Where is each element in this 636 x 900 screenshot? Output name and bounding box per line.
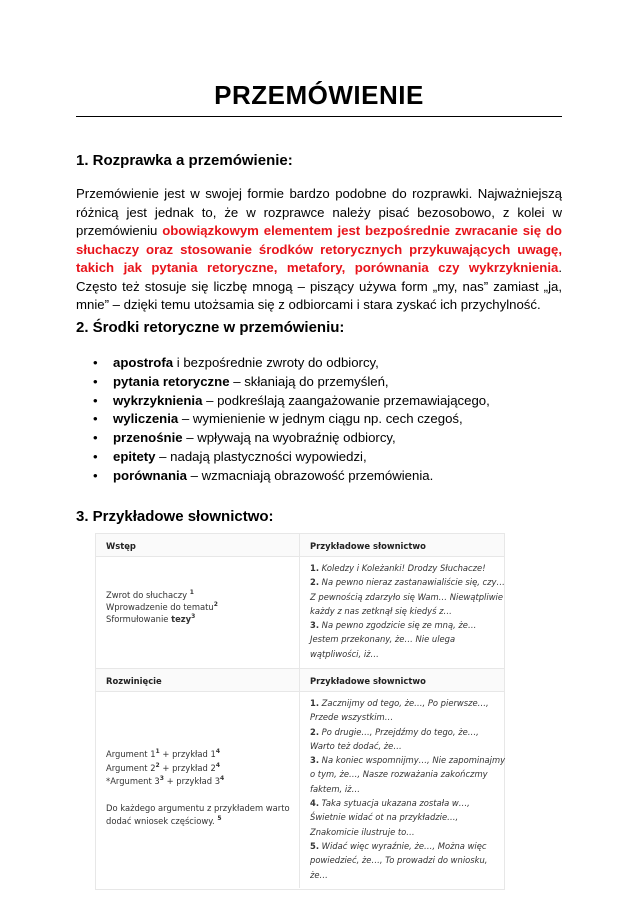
footnote-ref: 5 bbox=[217, 815, 222, 823]
header-cell-vocab-2: Przykładowe słownictwo bbox=[310, 676, 426, 686]
vocab-num: 3. bbox=[310, 755, 320, 766]
list-desc: – wymienienie w jednym ciągu np. cech czegoś, bbox=[178, 411, 463, 427]
vocab-line bbox=[310, 796, 505, 810]
vocab-text: Warto też dodać, że… bbox=[310, 740, 402, 751]
vocab-line bbox=[310, 647, 505, 661]
vocab-text: Na pewno zgodzicie się ze mną, że… bbox=[319, 620, 477, 631]
argument-line bbox=[106, 762, 290, 776]
list-item bbox=[76, 410, 562, 429]
paragraph-text-a: Przemówienie jest w swojej formie bardzo podobne do rozprawki. Najważniejszą różnicą jest jednak to, że w rozprawce należy pisać bezosobowo, z kolei w przemówieniu bbox=[76, 186, 562, 238]
intro-left-lines bbox=[106, 589, 218, 626]
list-item bbox=[76, 429, 562, 448]
intro-line-1 bbox=[106, 589, 218, 601]
vocab-line bbox=[310, 632, 505, 646]
rhetoric-list bbox=[76, 354, 562, 486]
vocab-num: 4. bbox=[310, 798, 320, 809]
paragraph-highlight: obowiązkowym elementem jest bezpośrednie zwracanie się do słuchaczy oraz stosowanie środków retorycznych przykuwających uwagę, takich jak pytania retoryczne, metafory, porównania czy wykrzyknienia bbox=[76, 223, 562, 275]
vocab-line bbox=[310, 739, 505, 753]
example-text: + przykład 2 bbox=[159, 762, 216, 773]
list-term: apostrofa bbox=[113, 355, 174, 370]
vocab-line bbox=[310, 839, 505, 853]
footnote-ref: 3 bbox=[191, 613, 196, 621]
list-item bbox=[76, 373, 562, 392]
bullet-icon: • bbox=[93, 430, 98, 446]
list-item bbox=[76, 467, 562, 486]
vocabulary-table bbox=[95, 533, 505, 890]
vocab-line bbox=[310, 853, 505, 867]
body-right-cell bbox=[300, 692, 504, 888]
bullet-icon: • bbox=[93, 411, 98, 427]
intro-thesis: tezy bbox=[171, 614, 192, 625]
table-row-body bbox=[96, 692, 504, 888]
intro-right-lines bbox=[310, 561, 505, 661]
footnote-ref: 4 bbox=[215, 748, 221, 756]
vocab-line bbox=[310, 810, 505, 824]
vocab-text: Na pewno nieraz zastanawialiście się, czy… bbox=[319, 577, 505, 588]
conclusion-line-1: Do każdego argumentu z przykładem warto bbox=[106, 802, 290, 813]
intro-text-1: Zwrot do słuchaczy bbox=[106, 590, 188, 600]
list-desc: – podkreślają zaangażowanie przemawiającego, bbox=[202, 392, 490, 408]
list-desc: – nadają plastyczności wypowiedzi, bbox=[155, 448, 367, 464]
vocab-text: Z pewnością zdarzyło się Wam… Niewątpliwie bbox=[310, 591, 504, 602]
intro-left-cell bbox=[96, 557, 300, 668]
list-term: wyliczenia bbox=[113, 411, 179, 427]
vocab-num: 2. bbox=[310, 726, 320, 737]
bullet-icon: • bbox=[93, 467, 98, 483]
arg-text: *Argument 3 bbox=[106, 776, 160, 786]
list-item bbox=[76, 354, 562, 373]
footnote-ref: 4 bbox=[220, 775, 225, 783]
vocab-text: Na koniec wspomnijmy…, Nie zapominajmy bbox=[319, 755, 506, 766]
vocab-text: faktem, iż… bbox=[310, 783, 360, 794]
footnote-ref: 4 bbox=[215, 761, 221, 769]
vocab-line bbox=[310, 725, 505, 739]
footnote-ref: 1 bbox=[155, 748, 160, 756]
vocab-text: że… bbox=[310, 869, 328, 880]
list-term: przenośnie bbox=[113, 430, 183, 446]
conclusion-line-2 bbox=[106, 815, 290, 829]
vocab-line bbox=[310, 825, 505, 839]
vocab-line bbox=[310, 575, 505, 589]
vocab-line bbox=[310, 767, 505, 781]
vocab-line bbox=[310, 696, 505, 710]
vocab-text: Przede wszystkim… bbox=[310, 712, 394, 723]
body-left-lines bbox=[106, 748, 290, 829]
list-term: epitety bbox=[113, 448, 156, 464]
vocab-line bbox=[310, 590, 505, 604]
section1-heading: 1. Rozprawka a przemówienie: bbox=[76, 152, 293, 169]
arg-text: Argument 2 bbox=[106, 762, 156, 773]
bullet-icon: • bbox=[93, 373, 98, 389]
section2-heading: 2. Środki retoryczne w przemówieniu: bbox=[76, 319, 345, 336]
intro-right-cell bbox=[300, 557, 504, 668]
conclusion-text: dodać wniosek częściowy. bbox=[106, 816, 215, 826]
example-text: + przykład 1 bbox=[159, 749, 216, 759]
footnote-ref: 2 bbox=[155, 761, 160, 769]
vocab-num: 1. bbox=[310, 563, 320, 573]
vocab-line bbox=[310, 604, 505, 618]
example-text: + przykład 3 bbox=[163, 776, 221, 786]
vocab-text: każdy z nas zetknął się kiedyś z… bbox=[310, 605, 452, 616]
paragraph-text-b: . Często też stosuje się liczbę mnogą – piszący używa form „my, nas” zamiast „ja, mnie” – dzięki temu utożsamia się z odbiorcami i stara zyskać ich przychylność. bbox=[76, 260, 562, 312]
vocab-num: 3. bbox=[310, 620, 320, 631]
vocab-text: o tym, że…, Nasze rozważania zakończmy bbox=[310, 769, 488, 780]
list-term: wykrzyknienia bbox=[113, 392, 203, 408]
intro-text-3: Sformułowanie bbox=[106, 614, 172, 625]
table-header-body bbox=[96, 669, 504, 692]
document-title: PRZEMÓWIENIE bbox=[214, 80, 424, 110]
list-term: pytania retoryczne bbox=[113, 373, 230, 389]
body-left-cell bbox=[96, 692, 300, 888]
vocab-text: Widać więc wyraźnie, że…, Można więc bbox=[319, 840, 487, 851]
vocab-line bbox=[310, 561, 505, 575]
header-cell-intro: Wstęp bbox=[96, 534, 300, 556]
bullet-icon: • bbox=[93, 392, 98, 408]
list-item bbox=[76, 448, 562, 467]
vocab-num: 2. bbox=[310, 577, 320, 588]
title-rule bbox=[76, 116, 562, 117]
vocab-line bbox=[310, 618, 505, 632]
header-cell-body: Rozwinięcie bbox=[96, 669, 300, 691]
list-desc: – wzmacniają obrazowość przemówienia. bbox=[187, 467, 434, 483]
vocab-text: Taka sytuacja ukazana została w…, bbox=[319, 798, 470, 809]
bullet-icon: • bbox=[93, 355, 98, 370]
vocab-num: 5. bbox=[310, 840, 320, 851]
vocab-text: Jestem przekonany, że… Nie ulega bbox=[310, 634, 456, 645]
vocab-line bbox=[310, 753, 505, 767]
list-term: porównania bbox=[113, 467, 187, 483]
vocab-text: wątpliwości, iż… bbox=[310, 648, 379, 659]
footnote-ref: 1 bbox=[189, 589, 194, 597]
footnote-ref: 3 bbox=[159, 775, 164, 783]
list-desc: i bezpośrednie zwroty do odbiorcy, bbox=[173, 355, 379, 370]
argument-line bbox=[106, 748, 290, 762]
vocab-line bbox=[310, 868, 505, 882]
vocab-line bbox=[310, 710, 505, 724]
list-desc: – skłaniają do przemyśleń, bbox=[229, 373, 389, 389]
header-cell-vocab: Przykładowe słownictwo bbox=[310, 541, 426, 551]
table-row-intro bbox=[96, 557, 504, 669]
list-desc: – wpływają na wyobraźnię odbiorcy, bbox=[182, 430, 396, 446]
vocab-line bbox=[310, 782, 505, 796]
list-item bbox=[76, 392, 562, 411]
table-header-intro bbox=[96, 534, 504, 557]
vocab-text: powiedzieć, że…, To prowadzi do wniosku, bbox=[310, 855, 488, 866]
vocab-text: Znakomicie ilustruje to… bbox=[310, 826, 415, 837]
arg-text: Argument 1 bbox=[106, 749, 156, 759]
vocab-text: Zacznijmy od tego, że…, Po pierwsze…, bbox=[319, 698, 489, 708]
vocab-text: Po drugie…, Przejdźmy do tego, że…, bbox=[319, 726, 479, 737]
vocab-num: 1. bbox=[310, 698, 320, 708]
spacer bbox=[106, 789, 290, 802]
vocab-text: Koledzy i Koleżanki! Drodzy Słuchacze! bbox=[319, 563, 486, 573]
section1-paragraph bbox=[76, 185, 562, 315]
intro-line-3 bbox=[106, 613, 218, 625]
body-right-lines bbox=[310, 696, 505, 882]
section3-heading: 3. Przykładowe słownictwo: bbox=[76, 508, 274, 525]
intro-text-2: Wprowadzenie do tematu bbox=[106, 602, 214, 613]
footnote-ref: 2 bbox=[213, 601, 218, 609]
argument-line bbox=[106, 775, 290, 789]
intro-line-2 bbox=[106, 601, 218, 613]
bullet-icon: • bbox=[93, 448, 98, 464]
vocab-text: Świetnie widać ot na przykładzie…, bbox=[310, 812, 459, 823]
